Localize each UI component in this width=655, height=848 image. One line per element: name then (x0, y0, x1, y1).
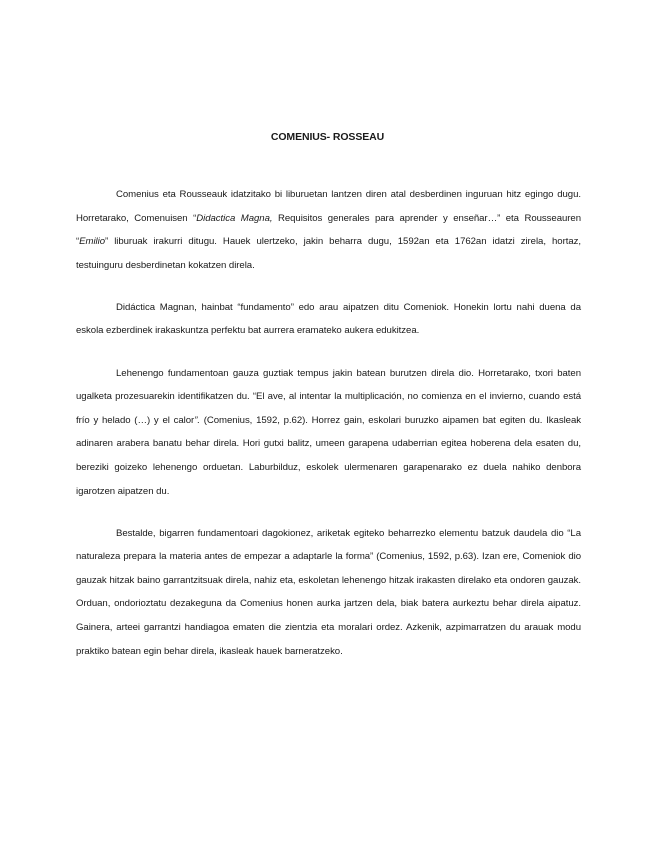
document-title: COMENIUS- ROSSEAU (270, 131, 385, 143)
paragraph-2: Didáctica Magnan, hainbat “fundamento” edo arau aipatzen ditu Comeniok. Honekin lortu nahi duena da eskola ezberdinek irakaskuntza perfektu bat aurrera eramateko aukera edukitzea. (76, 301, 581, 337)
paragraph-1-text-a: Comenius eta Rousseauk idatzitako bi liburuetan lantzen diren atal desberdinen inguruan hitz egingo dugu. Horretarako, Comenuisen “ (76, 189, 581, 224)
paragraph-1-text-c: Requisitos generales para aprender y enseñar…” eta Rousseauren “ (76, 212, 581, 248)
paragraph-4: Bestalde, bigarren fundamentoari dagokionez, ariketak egiteko beharrezko elementu batzuk daudela dio “La naturaleza prepara la materia antes de empezar a adaptarle la forma” (Comenius, 1592, p.63). Izan ere, Comeniok dio gauzak hitzak baino garrantzitsuak direla, nahiz eta, eskoletan lehenengo hitzak irakasten direlako eta ondoren gauzak. Orduan, ondorioztatu dezakeguna da Comenius honen aurka jartzen dela, biak batera aurkeztu behar direla aipatuz. Gainera, arteei garrantzi handiagoa ematen die zientzia eta moralari ordez. Azkenik, azpimarratzen du arauak modu praktiko batean egin behar direla, ikasleak hauek barneratzeko. (76, 527, 581, 657)
paragraph-1 (76, 183, 581, 277)
paragraph-3-text-c: (Comenius, 1592, p.62). Horrez gain, eskolari buruzko aipamen bat egiten du. Ikasleak adinaren arabera banatu behar direla. Hori gutxi balitz, umeen garapena udaberrian egitea hoberena dela esaten du, bereziki goizeko lehenengo orduetan. Laburbilduz, eskolek ulermenaren garapenarako ez duela nahiko denbora igarotzen aipatzen du. (76, 414, 581, 497)
paragraph-1-book-title-didactica: Didactica Magna, (196, 212, 273, 224)
paragraph-3-quote-close: ”. (194, 414, 200, 426)
document-body (76, 183, 581, 663)
paragraph-1-book-title-emilio: Emilio (79, 236, 105, 248)
paragraph-3 (76, 362, 581, 504)
paragraph-3-text-a: Lehenengo fundamentoan gauza guztiak tempus jakin batean burutzen direla dio. Horretarako, txori baten ugalketa prozesuarekin identifikatzen du. “El ave, al intentar la multiplicación, no comienza en el invierno, cuando está frío y helado (…) y el calor (76, 367, 581, 426)
paragraph-1-text-e: ” liburuak irakurri ditugu. Hauek ulertzeko, jakin beharra dugu, 1592an eta 1762an idatzi zirela, hortaz, testuinguru desberdinetan kokatzen direla. (76, 236, 581, 271)
